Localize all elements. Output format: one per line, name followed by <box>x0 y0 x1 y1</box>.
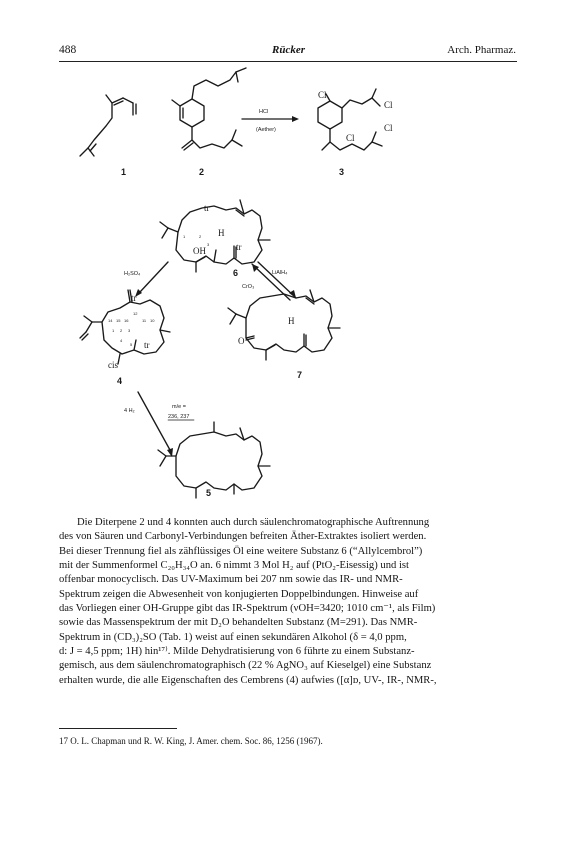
locant-4-12: 12 <box>133 311 138 316</box>
locant-4-11: 11 <box>142 318 147 323</box>
structure-compound-4 <box>80 290 170 364</box>
structure-compound-6 <box>160 200 270 272</box>
reagent-aether: (Aether) <box>256 127 276 133</box>
atom-h-6: H <box>218 228 225 238</box>
structure-compound-1 <box>80 95 136 156</box>
body-line: Bei dieser Trennung fiel als zähflüssiges Öl eine weitere Substanz 6 (“Allylcembrol”) <box>59 545 423 557</box>
body-line: das Vorliegen einer OH-Gruppe gibt das IR-Spektrum (νOH=3420; 1010 cm⁻¹, als Film) <box>59 603 436 615</box>
body-line: Die Diterpene 2 und 4 konnten auch durch säulenchromatographische Auftrennung <box>77 517 430 528</box>
tag-tr-4a: tr <box>131 293 137 303</box>
footnote-rule <box>59 728 177 729</box>
body-line: sowie das Massenspektrum der mit D₂O behandelten Substanz (M=291). Das NMR- <box>59 617 418 629</box>
locant-4-16: 16 <box>124 318 129 323</box>
atom-oh-6: OH <box>193 246 206 256</box>
structure-compound-5 <box>158 422 270 498</box>
arrow-h2so4 <box>140 262 168 292</box>
locant-4-2: 2 <box>120 328 123 333</box>
locant-4-14: 14 <box>108 318 113 323</box>
ms-label: m/e = <box>172 404 186 410</box>
atom-cl-2: Cl <box>384 100 393 110</box>
running-head-author: Rücker <box>272 44 305 56</box>
footnote: 17 O. L. Chapman und R. W. King, J. Amer. chem. Soc. 86, 1256 (1967). <box>59 736 323 746</box>
label-compound-1: 1 <box>121 167 127 177</box>
atom-h-7: H <box>288 316 295 326</box>
body-paragraph <box>59 516 520 688</box>
atom-cl-1: Cl <box>318 90 327 100</box>
tag-tr-6a: tr <box>204 203 210 213</box>
page-number: 488 <box>59 44 77 56</box>
locant-4-5: 5 <box>130 342 133 347</box>
tag-tr-6b: tr <box>236 242 242 252</box>
atom-cl-3: Cl <box>346 133 355 143</box>
label-compound-6: 6 <box>233 268 239 278</box>
locant-4-4: 4 <box>120 338 123 343</box>
tag-tr-4b: tr <box>144 340 150 350</box>
locant-6-3: 3 <box>207 242 210 247</box>
structure-compound-7 <box>228 290 340 360</box>
structure-compound-2 <box>172 68 246 150</box>
reagent-lialh4: LiAlH₄ <box>272 270 288 276</box>
reagent-cro3: CrO₃ <box>242 284 255 290</box>
locant-4-3: 3 <box>128 328 131 333</box>
reagent-4h2: 4 H₂ <box>124 408 135 414</box>
atom-cl-4: Cl <box>384 123 393 133</box>
body-line: offenbar monocyclisch. Das UV-Maximum bei 207 nm sowie das IR- und NMR- <box>59 574 403 586</box>
body-line: Spektrum in (CD₃)₂SO (Tab. 1) weist auf einen sekundären Alkohol (δ = 4,0 ppm, <box>59 631 407 643</box>
reagent-h2so4: H₂SO₄ <box>124 271 141 277</box>
body-line: mit der Summenformel C₂₀H₃₄O an. 6 nimmt 3 Mol H₂ auf (PtO₂-Eisessig) und ist <box>59 560 409 572</box>
running-head-journal: Arch. Pharmaz. <box>447 44 516 56</box>
reagent-hcl: HCl <box>259 109 269 115</box>
locant-4-1: 1 <box>112 328 115 333</box>
locant-6-2: 2 <box>199 234 202 239</box>
label-compound-3: 3 <box>339 167 345 177</box>
body-line: d: J = 4,5 ppm; 1H) hin¹⁷⁾. Milde Dehydratisierung von 6 führte zu einem Substanz- <box>59 646 415 658</box>
body-line: Spektrum zeigen die Abwesenheit von konjugierten Doppelbindungen. Hinweise auf <box>59 588 419 600</box>
locant-6-1: 1 <box>183 234 186 239</box>
body-line: des von Säuren und Carbonyl-Verbindungen befreiten Äther-Extraktes isoliert werden. <box>59 531 427 543</box>
label-compound-2: 2 <box>199 167 205 177</box>
locant-4-10: 10 <box>150 318 155 323</box>
label-compound-7: 7 <box>297 370 303 380</box>
label-compound-4: 4 <box>117 376 123 386</box>
tag-cis-4: cis <box>108 360 118 370</box>
arrow-4h2 <box>138 392 170 450</box>
locant-4-15: 15 <box>116 318 121 323</box>
ms-values: 236, 237 <box>168 414 190 420</box>
body-line: erhalten wurde, die alle Eigenschaften des Cembrens (4) aufwies ([α]ᴅ, UV-, IR-, NMR-, <box>59 674 437 686</box>
atom-o-7: O <box>238 336 245 346</box>
body-line: gemisch, aus dem säulenchromatographisch (22 % AgNO₃ auf Kieselgel) eine Substanz <box>59 660 432 672</box>
label-compound-5: 5 <box>206 488 212 498</box>
